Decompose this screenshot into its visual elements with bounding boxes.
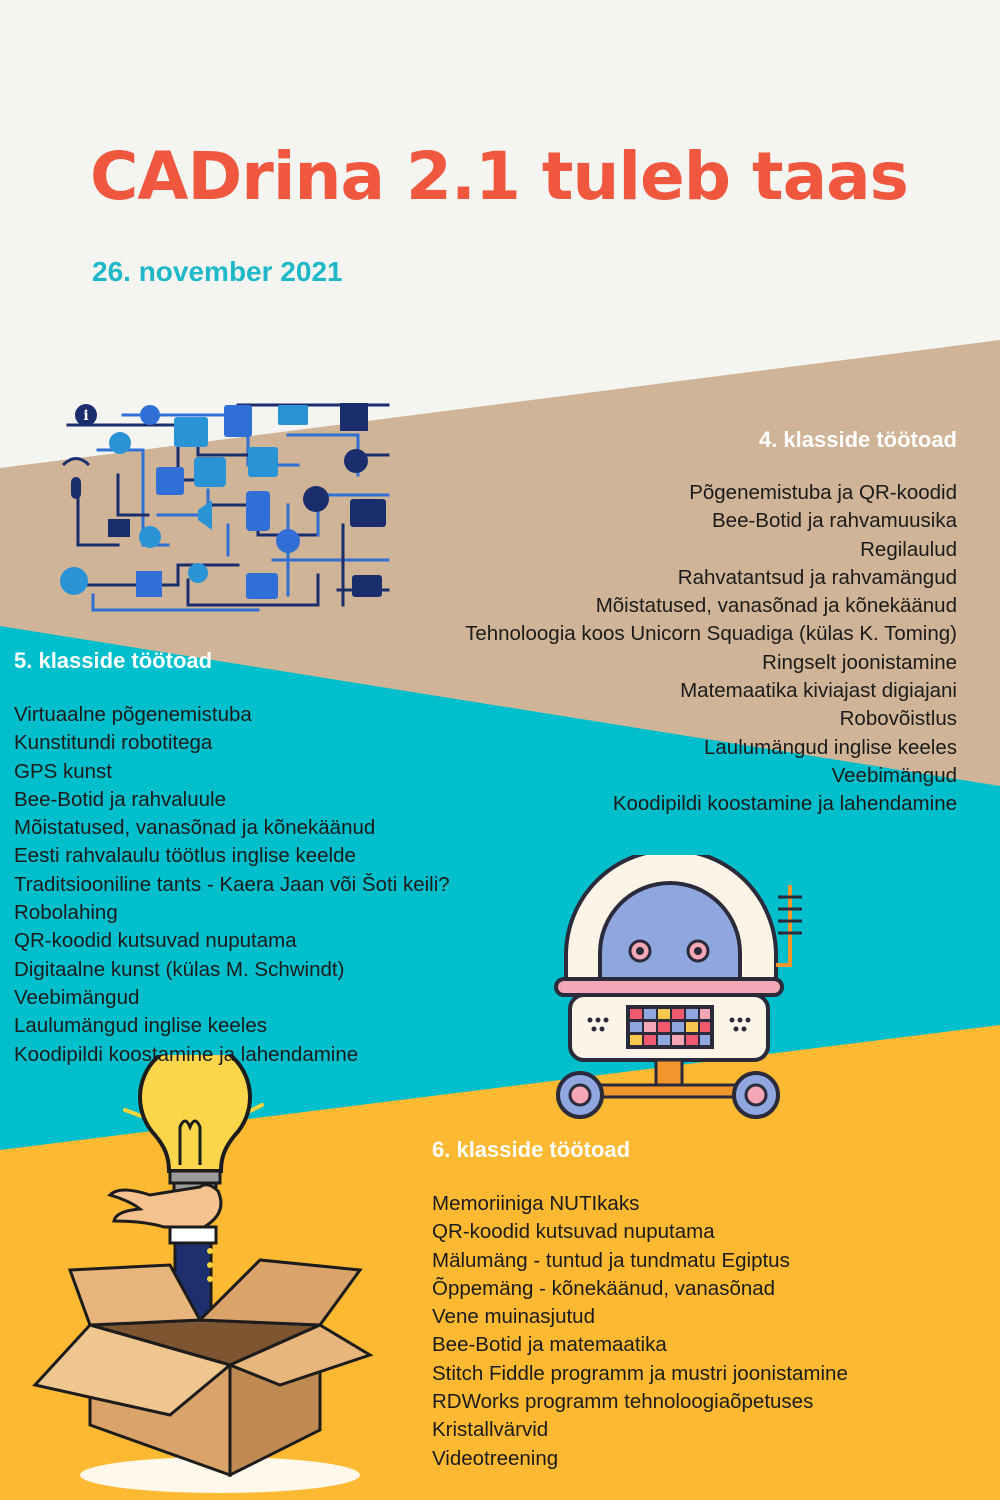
list-item: Regilaulud [860, 537, 957, 561]
list-item: Koodipildi koostamine ja lahendamine [14, 1042, 359, 1066]
list-item: RDWorks programm tehnoloogiaõpetuses [432, 1390, 814, 1414]
list-item: Veebimängud [14, 985, 140, 1009]
list-item: Ringselt joonistamine [762, 650, 957, 674]
facebook-icon [156, 467, 184, 495]
robot-illustration [548, 855, 808, 1130]
list-item: Vene muinasjutud [432, 1305, 595, 1329]
windows-icon [340, 403, 368, 431]
svg-text:i: i [83, 408, 89, 424]
list-item: Kunstitundi robotitega [14, 731, 213, 755]
podcast-icon [60, 567, 88, 595]
grade-6-workshop-list [432, 1190, 848, 1473]
list-item: QR-koodid kutsuvad nuputama [14, 929, 297, 953]
camera-icon [194, 457, 226, 487]
photo-icon [174, 417, 208, 447]
list-item: Põgenemistuba ja QR-koodid [689, 481, 957, 504]
list-item: Bee-Botid ja rahvamuusika [712, 509, 957, 533]
list-item: Bee-Botid ja matemaatika [432, 1333, 667, 1357]
camera-icon-2 [352, 575, 382, 597]
idea-box-illustration [30, 1055, 400, 1500]
list-item: Robovõistlus [839, 707, 957, 731]
list-item: Mõistatused, vanasõnad ja kõnekäänud [595, 594, 957, 618]
skype-icon [109, 432, 131, 454]
list-item: Bee-Botid ja rahvaluule [14, 787, 226, 811]
list-item: Laulumängud inglise keeles [14, 1014, 268, 1038]
list-item: Koodipildi koostamine ja lahendamine [612, 792, 957, 816]
film-icon [108, 519, 130, 537]
list-item: Veebimängud [831, 763, 957, 787]
list-item: Laulumängud inglise keeles [703, 735, 957, 759]
grade-4-workshop-list [465, 479, 957, 819]
list-item: Tehnoloogia koos Unicorn Squadiga (külas K. Toming) [465, 622, 957, 646]
speaker-icon [198, 500, 212, 530]
page-title: CADrina 2.1 tuleb taas [90, 138, 908, 215]
windows-icon-2 [136, 571, 162, 597]
list-item: Digitaalne kunst (külas M. Schwindt) [14, 957, 345, 981]
list-item: Rahvatantsud ja rahvamängud [677, 565, 957, 589]
list-item: GPS kunst [14, 759, 112, 783]
list-item: Traditsiooniline tants - Kaera Jaan või Šoti keili? [14, 872, 450, 896]
android-icon [344, 449, 368, 473]
apple-icon [303, 486, 329, 512]
pinterest-icon [140, 405, 160, 425]
mail-icon [278, 405, 308, 425]
list-item: Videotreening [432, 1446, 559, 1470]
youtube-icon [224, 405, 252, 437]
list-item: Stitch Fiddle programm ja mustri joonistamine [432, 1361, 848, 1385]
list-item: Mälumäng - tuntud ja tundmatu Egiptus [432, 1248, 790, 1272]
grade-4-heading: 4. klasside töötoad [758, 427, 957, 452]
instagram-icon [350, 499, 386, 527]
grade-5-heading: 5. klasside töötoad [14, 648, 213, 673]
grade-6-heading: 6. klasside töötoad [432, 1137, 631, 1162]
event-date: 26. november 2021 [92, 256, 343, 287]
list-item: Õppemäng - kõnekäänud, vanasõnad [432, 1276, 776, 1300]
list-item: Kristallvärvid [432, 1418, 549, 1442]
list-item: Mõistatused, vanasõnad ja kõnekäänud [14, 816, 376, 840]
list-item: Eesti rahvalaulu töötlus inglise keelde [14, 844, 356, 868]
microphone-icon [71, 477, 81, 499]
play-icon [246, 573, 278, 599]
google-plus-icon [248, 447, 278, 477]
tech-network-icon [58, 395, 394, 623]
list-item: Robolahing [14, 901, 118, 925]
phone-icon [246, 491, 270, 531]
grade-5-workshop-list [14, 701, 450, 1069]
rewind-icon [276, 529, 300, 553]
twitter-icon [139, 526, 161, 548]
list-item: Matemaatika kiviajast digiajani [680, 679, 957, 703]
list-item: Virtuaalne põgenemistuba [14, 703, 252, 726]
list-item: Memoriiniga NUTIkaks [432, 1192, 640, 1215]
gear-icon [188, 563, 208, 583]
list-item: QR-koodid kutsuvad nuputama [432, 1220, 715, 1244]
